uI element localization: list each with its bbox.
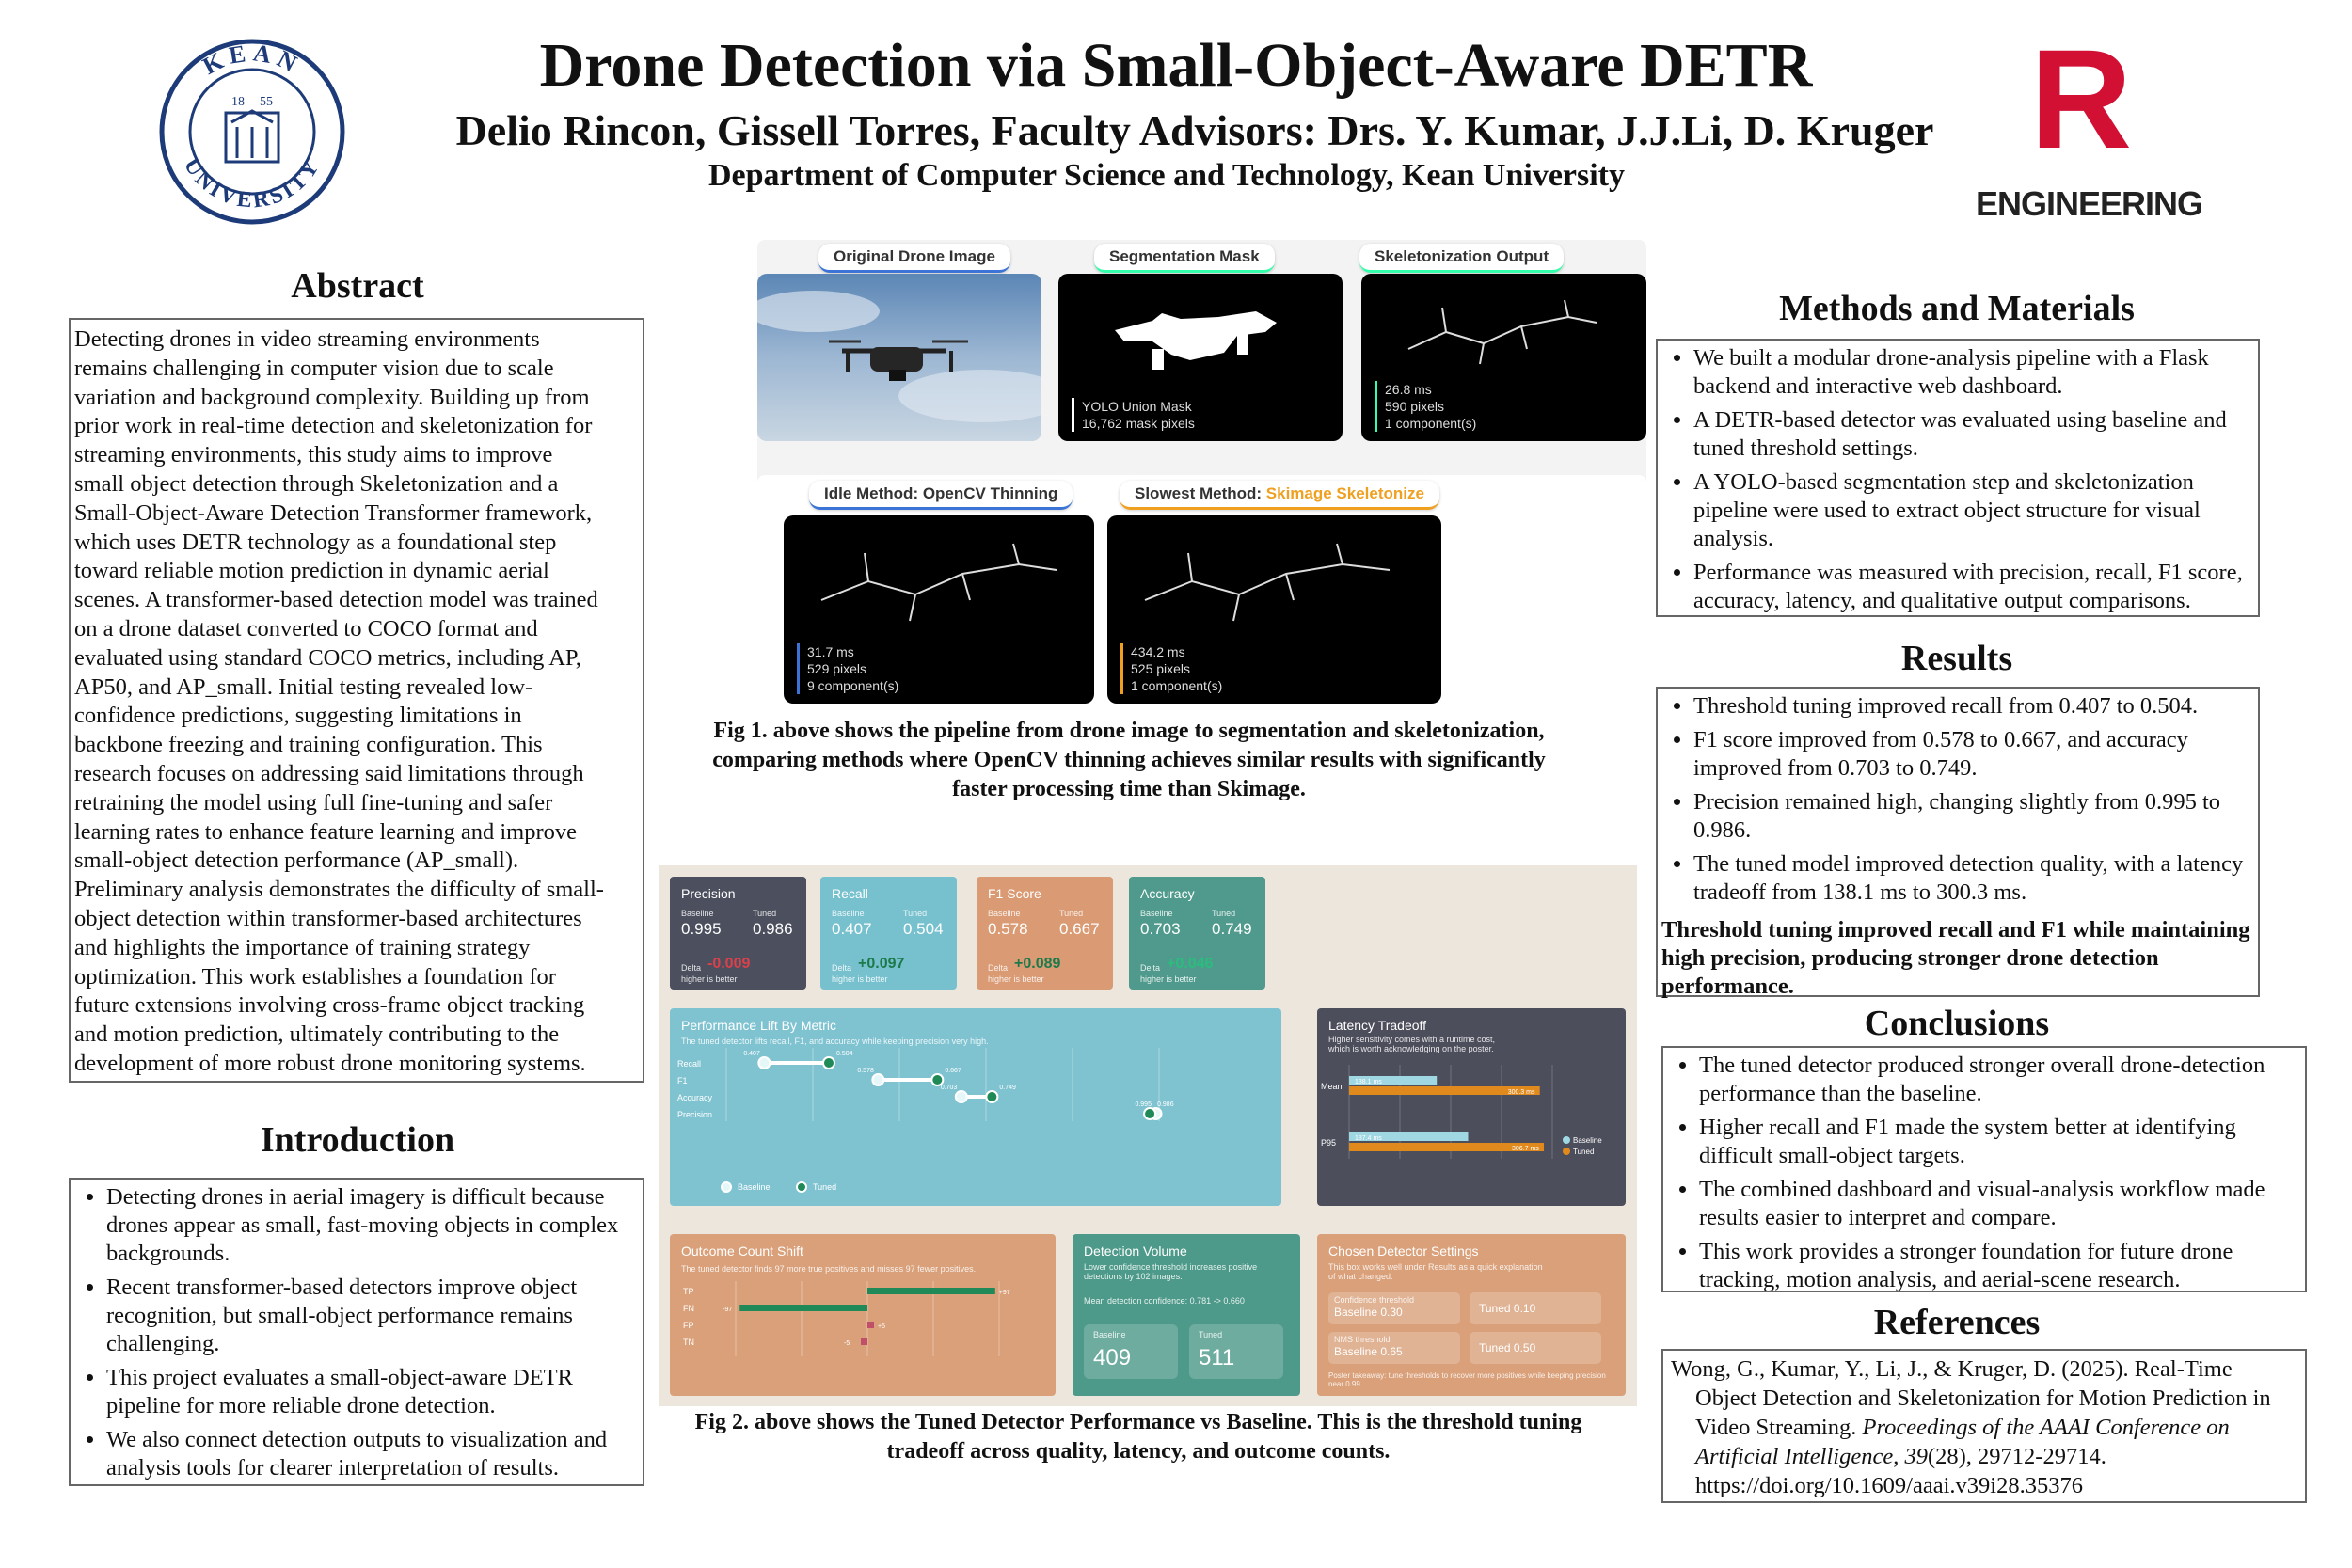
results-summary: Threshold tuning improved recall and F1 while maintaining high precision, producing stronger drone detection performance.: [1661, 917, 2250, 999]
references-box: Wong, G., Kumar, Y., Li, J., & Kruger, D. (2025). Real-Time Object Detection and Skeletonization for Motion Prediction in Video Streaming. Proceedings of the AAAI Conference on Artificial Intelligence, 39(28), 29712-29714. https://doi.org/10.1609/aaai.v39i28.35376: [1661, 1349, 2307, 1503]
outcome-category-label: TP: [683, 1287, 694, 1296]
introduction-item: • We also connect detection outputs to visualization and analysis tools for clearer interpretation of results.: [106, 1426, 637, 1482]
skimage-stats: 434.2 ms 525 pixels 1 component(s): [1120, 643, 1222, 694]
introduction-item: • This project evaluates a small-object-aware DETR pipeline for more reliable drone detection.: [106, 1364, 637, 1420]
abstract-line: small-object detection performance (AP_small).: [74, 847, 519, 874]
lift-value-baseline: 0.995: [1135, 1101, 1152, 1108]
abstract-text: [74, 325, 639, 1079]
outcome-card: [670, 1234, 1056, 1396]
methods-item: • Performance was measured with precision, recall, F1 score, accuracy, latency, and qualitative output comparisons.: [1693, 559, 2252, 615]
poster-department: Department of Computer Science and Technology, Kean University: [707, 158, 1625, 193]
lift-category-label: Recall: [677, 1059, 702, 1069]
label-skimage-skeletonize: Slowest Method: Skimage Skeletonize: [1120, 481, 1439, 510]
opencv-stats: 31.7 ms 529 pixels 9 component(s): [797, 643, 898, 694]
latency-legend-baseline-marker: [1563, 1136, 1570, 1144]
abstract-line: toward reliable motion prediction in dynamic aerial: [74, 558, 549, 584]
metric-note: higher is better: [832, 974, 888, 984]
abstract-line: retraining the model using full fine-tuning and safer: [74, 789, 553, 816]
metric-card-accuracy: [1129, 877, 1265, 990]
conclusions-item: • The combined dashboard and visual-analysis workflow made results easier to interpret and compare.: [1699, 1176, 2299, 1232]
introduction-item: • Detecting drones in aerial imagery is difficult because drones appear as small, fast-moving objects in complex backgrounds.: [106, 1183, 637, 1268]
performance-lift-card: [670, 1008, 1281, 1206]
latency-category-label: Mean: [1321, 1082, 1343, 1091]
conclusions-heading: Conclusions: [1864, 1004, 2050, 1043]
delta-value: +0.089: [1014, 956, 1061, 972]
abstract-line: research focuses on addressing said limitations through: [74, 760, 584, 786]
abstract-box: [69, 318, 644, 1083]
volume-baseline-value: 409: [1093, 1345, 1132, 1370]
volume-tuned-box: Tuned 511: [1189, 1324, 1283, 1379]
abstract-heading: Abstract: [291, 266, 424, 306]
abstract-line: prior work in real-time detection and skeletonization for: [74, 413, 593, 439]
lift-value-tuned: 0.986: [1157, 1101, 1174, 1108]
results-item: • F1 score improved from 0.578 to 0.667, and accuracy improved from 0.703 to 0.749.: [1693, 726, 2252, 783]
methods-item: • We built a modular drone-analysis pipeline with a Flask backend and interactive web dashboard.: [1693, 344, 2252, 401]
opencv-thinning-panel: [784, 515, 1094, 704]
delta-label: Delta: [832, 963, 852, 973]
abstract-line: confidence predictions, suggesting limitations in: [74, 703, 522, 729]
baseline-label: Baseline: [988, 909, 1021, 918]
outcome-category-label: FN: [683, 1304, 694, 1313]
skimage-skeleton-panel: [1107, 515, 1441, 704]
outcome-chart: [670, 1234, 1056, 1396]
label-original-image: Original Drone Image: [818, 244, 1010, 273]
latency-subtitle: Higher sensitivity comes with a runtime cost, which is worth acknowledging on the poster.: [1328, 1035, 1496, 1053]
metric-name: Accuracy: [1140, 886, 1195, 901]
tuned-label: Tuned: [1212, 909, 1236, 918]
abstract-line: streaming environments, this study aims to improve: [74, 442, 553, 468]
outcome-subtitle: The tuned detector finds 97 more true positives and misses 97 fewer positives.: [681, 1264, 977, 1274]
abstract-line: Detecting drones in video streaming environments: [74, 326, 540, 352]
delta-label: Delta: [681, 963, 702, 973]
abstract-line: variation and background complexity. Building up from: [74, 384, 590, 410]
segmentation-mask-panel: [1058, 274, 1343, 441]
settings-footnote: Poster takeaway: tune thresholds to recover more positives while keeping precision near 0.99.: [1328, 1371, 1606, 1388]
outcome-title: Outcome Count Shift: [681, 1243, 803, 1259]
outcome-bar: [867, 1288, 995, 1294]
metric-name: Recall: [832, 886, 868, 901]
metric-name: F1 Score: [988, 886, 1041, 901]
introduction-heading: Introduction: [260, 1120, 455, 1160]
abstract-line: on a drone dataset converted to COCO format and: [74, 615, 538, 641]
introduction-box: [69, 1178, 644, 1486]
outcome-value-label: -5: [844, 1340, 850, 1347]
lift-subtitle: The tuned detector lifts recall, F1, and accuracy while keeping precision very high.: [681, 1037, 989, 1046]
metric-card-f1-score: [977, 877, 1113, 990]
metric-card-recall: [820, 877, 957, 990]
lift-chart: [670, 1008, 1281, 1206]
abstract-line: and highlights the importance of training strategy: [74, 934, 531, 960]
conclusions-list: [1663, 1048, 2305, 1304]
lift-value-baseline: 0.703: [940, 1085, 958, 1091]
lift-point-baseline: [956, 1091, 967, 1102]
volume-baseline-box: Baseline 409: [1084, 1324, 1178, 1379]
label-segmentation-mask: Segmentation Mask: [1094, 244, 1275, 273]
lift-point-tuned: [986, 1091, 997, 1102]
volume-tuned-value: 511: [1199, 1345, 1235, 1370]
baseline-label: Baseline: [681, 909, 714, 918]
fig2-caption: Fig 2. above shows the Tuned Detector Performance vs Baseline. This is the threshold tuning tradeoff across quality, latency, and outcome counts.: [694, 1410, 1582, 1464]
reference-doi-link[interactable]: https://doi.org/10.1609/aaai.v39i28.35376: [1695, 1473, 2083, 1498]
results-heading: Results: [1900, 639, 2013, 678]
abstract-line: optimization. This work establishes a foundation for: [74, 963, 556, 990]
latency-value-tuned: 300.3 ms: [1507, 1089, 1535, 1096]
delta-value: +0.046: [1167, 956, 1214, 972]
outcome-category-label: FP: [683, 1321, 694, 1330]
baseline-label: Baseline: [1140, 909, 1173, 918]
baseline-value: 0.407: [832, 920, 872, 938]
metric-note: higher is better: [1140, 974, 1197, 984]
mask-stats: YOLO Union Mask 16,762 mask pixels: [1072, 398, 1195, 432]
methods-heading: Methods and Materials: [1779, 289, 2135, 328]
baseline-value: 0.703: [1140, 920, 1181, 938]
conclusions-item: • The tuned detector produced stronger overall drone-detection performance than the baseline.: [1699, 1052, 2299, 1108]
tuned-label: Tuned: [753, 909, 777, 918]
tuned-label: Tuned: [1059, 909, 1084, 918]
outcome-value-label: +97: [998, 1290, 1010, 1296]
rutgers-r-letter: R: [2029, 20, 2133, 178]
outcome-bar: [861, 1338, 867, 1345]
tuned-value: 0.749: [1212, 920, 1252, 938]
latency-category-label: P95: [1321, 1138, 1337, 1148]
latency-value-tuned: 306.7 ms: [1512, 1146, 1539, 1152]
fig1-caption: Fig 1. above shows the pipeline from drone image to segmentation and skeletonization, comparing methods where OpenCV thinning achieves similar results with significantly faster processing time than Skimage.: [712, 719, 1546, 801]
lift-point-baseline: [872, 1074, 883, 1085]
conclusions-item: • This work provides a stronger foundation for future drone tracking, motion analysis, and aerial-scene research.: [1699, 1238, 2299, 1294]
delta-label: Delta: [1140, 963, 1161, 973]
metric-note: higher is better: [681, 974, 738, 984]
settings-row-nms: NMS threshold Baseline 0.65 Tuned 0.50: [1328, 1332, 1611, 1366]
skeleton-output-panel: [1361, 274, 1646, 441]
latency-card: [1317, 1008, 1626, 1206]
settings-title: Chosen Detector Settings: [1328, 1243, 1479, 1259]
metric-card-precision: [670, 877, 806, 990]
poster-authors: Delio Rincon, Gissell Torres, Faculty Advisors: Drs. Y. Kumar, J.J.Li, D. Kruger: [455, 106, 1934, 154]
outcome-bar: [739, 1305, 867, 1311]
outcome-value-label: +5: [878, 1323, 885, 1330]
tuned-value: 0.504: [903, 920, 944, 938]
detection-volume-card: [1073, 1234, 1300, 1396]
reference-volume: 39: [1904, 1444, 1928, 1469]
methods-item: • A YOLO-based segmentation step and skeletonization pipeline were used to extract object structure for visual analysis.: [1693, 468, 2252, 553]
skeleton-stats: 26.8 ms 590 pixels 1 component(s): [1375, 381, 1476, 432]
lift-value-tuned: 0.749: [999, 1085, 1016, 1091]
introduction-item: • Recent transformer-based detectors improve object recognition, but small-object performance remains challenging.: [106, 1274, 637, 1358]
kean-logo-top-text: KEAN: [198, 39, 307, 81]
baseline-label: Baseline: [832, 909, 865, 918]
delta-label: Delta: [988, 963, 1009, 973]
tuned-value: 0.986: [753, 920, 793, 938]
latency-chart: [1317, 1008, 1626, 1206]
lift-title: Performance Lift By Metric: [681, 1018, 836, 1033]
label-opencv-thinning: Idle Method: OpenCV Thinning: [809, 481, 1073, 510]
kean-logo-year-2: 55: [260, 95, 273, 109]
volume-title: Detection Volume: [1084, 1243, 1187, 1259]
abstract-line: remains challenging in computer vision due to scale: [74, 355, 554, 381]
abstract-line: object detection within transformer-based architectures: [74, 905, 582, 931]
lift-value-baseline: 0.578: [857, 1068, 874, 1074]
abstract-line: which uses DETR technology as a foundational step: [74, 529, 557, 555]
introduction-list: [71, 1180, 643, 1492]
lift-legend-baseline-marker: [722, 1182, 731, 1192]
reference-issue-pages: (28), 29712-29714.: [1927, 1444, 2106, 1469]
settings-subtitle: This box works well under Results as a quick explanation of what changed.: [1328, 1262, 1543, 1281]
lift-value-tuned: 0.667: [945, 1068, 961, 1074]
rutgers-engineering-logo: [1976, 20, 2203, 223]
abstract-line: and motion prediction, ultimately contributing to the: [74, 1022, 560, 1048]
latency-legend-baseline: Baseline: [1573, 1136, 1602, 1145]
abstract-line: Small-Object-Aware Detection Transformer framework,: [74, 499, 593, 526]
kean-logo-bottom-text: UNIVERSITY: [178, 153, 326, 214]
abstract-line: learning rates to enhance feature learning and improve: [74, 818, 577, 845]
delta-value: +0.097: [858, 956, 905, 972]
volume-subtitle: Lower confidence threshold increases positive detections by 102 images.: [1084, 1262, 1258, 1281]
conclusions-box: [1661, 1046, 2307, 1292]
latency-legend-tuned-marker: [1563, 1148, 1570, 1155]
results-list: [1658, 689, 2258, 916]
lift-category-label: Precision: [677, 1110, 713, 1119]
reference-journal: Proceedings of the AAAI Conference on Artificial Intelligence: [1695, 1415, 2230, 1469]
abstract-line: Preliminary analysis demonstrates the difficulty of small-: [74, 877, 604, 903]
latency-legend-tuned: Tuned: [1573, 1148, 1595, 1156]
abstract-line: future extensions involving cross-frame object tracking: [74, 992, 585, 1019]
abstract-line: AP50, and AP_small. Initial testing revealed low-: [74, 673, 533, 700]
abstract-line: small object detection through Skeletonization and a: [74, 470, 559, 497]
references-heading: References: [1873, 1303, 2041, 1342]
outcome-value-label: -97: [723, 1307, 733, 1313]
settings-row-confidence: Confidence threshold Baseline 0.30 Tuned 0.10: [1328, 1292, 1611, 1326]
methods-item: • A DETR-based detector was evaluated using baseline and tuned threshold settings.: [1693, 406, 2252, 463]
conclusions-item: • Higher recall and F1 made the system better at identifying difficult small-object targets.: [1699, 1114, 2299, 1170]
volume-mean-confidence: Mean detection confidence: 0.781 -> 0.660: [1084, 1296, 1245, 1306]
delta-value: -0.009: [707, 956, 751, 972]
abstract-line: development of more robust drone monitoring systems.: [74, 1050, 586, 1076]
abstract-line: scenes. A transformer-based detection model was trained: [74, 587, 598, 613]
latency-value-baseline: 187.4 ms: [1355, 1135, 1382, 1142]
figure-1: [757, 240, 1646, 715]
baseline-value: 0.578: [988, 920, 1028, 938]
lift-legend-tuned-marker: [797, 1182, 806, 1192]
drone-image: [757, 274, 1041, 441]
outcome-category-label: TN: [683, 1338, 694, 1347]
lift-value-tuned: 0.504: [835, 1051, 853, 1057]
label-skeletonization-output: Skeletonization Output: [1359, 244, 1564, 273]
results-item: • Threshold tuning improved recall from 0.407 to 0.504.: [1693, 692, 2252, 721]
lift-point-tuned: [823, 1057, 834, 1069]
lift-legend-baseline: Baseline: [738, 1182, 771, 1192]
kean-logo-year-1: 18: [231, 95, 245, 109]
lift-value-baseline: 0.407: [743, 1051, 760, 1057]
latency-value-baseline: 138.1 ms: [1355, 1079, 1382, 1085]
methods-list: [1658, 341, 2258, 625]
detector-settings-card: [1317, 1234, 1626, 1396]
lift-category-label: F1: [677, 1076, 688, 1085]
metric-name: Precision: [681, 886, 736, 901]
latency-title: Latency Tradeoff: [1328, 1018, 1427, 1033]
abstract-line: evaluated using standard COCO metrics, including AP,: [74, 644, 581, 671]
lift-point-baseline: [758, 1057, 770, 1069]
tuned-label: Tuned: [903, 909, 928, 918]
metric-note: higher is better: [988, 974, 1044, 984]
baseline-value: 0.995: [681, 920, 722, 938]
results-item: • The tuned model improved detection quality, with a latency tradeoff from 138.1 ms to 300.3 ms.: [1693, 850, 2252, 907]
results-box: [1656, 687, 2260, 997]
poster-title: Drone Detection via Small-Object-Aware DETR: [539, 31, 1813, 100]
methods-box: [1656, 339, 2260, 617]
abstract-line: backbone freezing and training configuration. This: [74, 732, 543, 758]
reference-authors: Wong, G., Kumar, Y., Li, J., & Kruger, D. (2025). Real-Time Object Detection and Skeletonization for Motion Prediction in Video Streaming.: [1671, 1356, 2271, 1440]
figure-2: [659, 865, 1637, 1406]
lift-legend-tuned: Tuned: [813, 1182, 837, 1192]
lift-point-tuned: [1144, 1108, 1155, 1119]
lift-category-label: Accuracy: [677, 1093, 713, 1102]
tuned-value: 0.667: [1059, 920, 1100, 938]
engineering-wordmark: ENGINEERING: [1976, 184, 2203, 223]
outcome-bar: [867, 1322, 874, 1328]
results-item: • Precision remained high, changing slightly from 0.995 to 0.986.: [1693, 788, 2252, 845]
